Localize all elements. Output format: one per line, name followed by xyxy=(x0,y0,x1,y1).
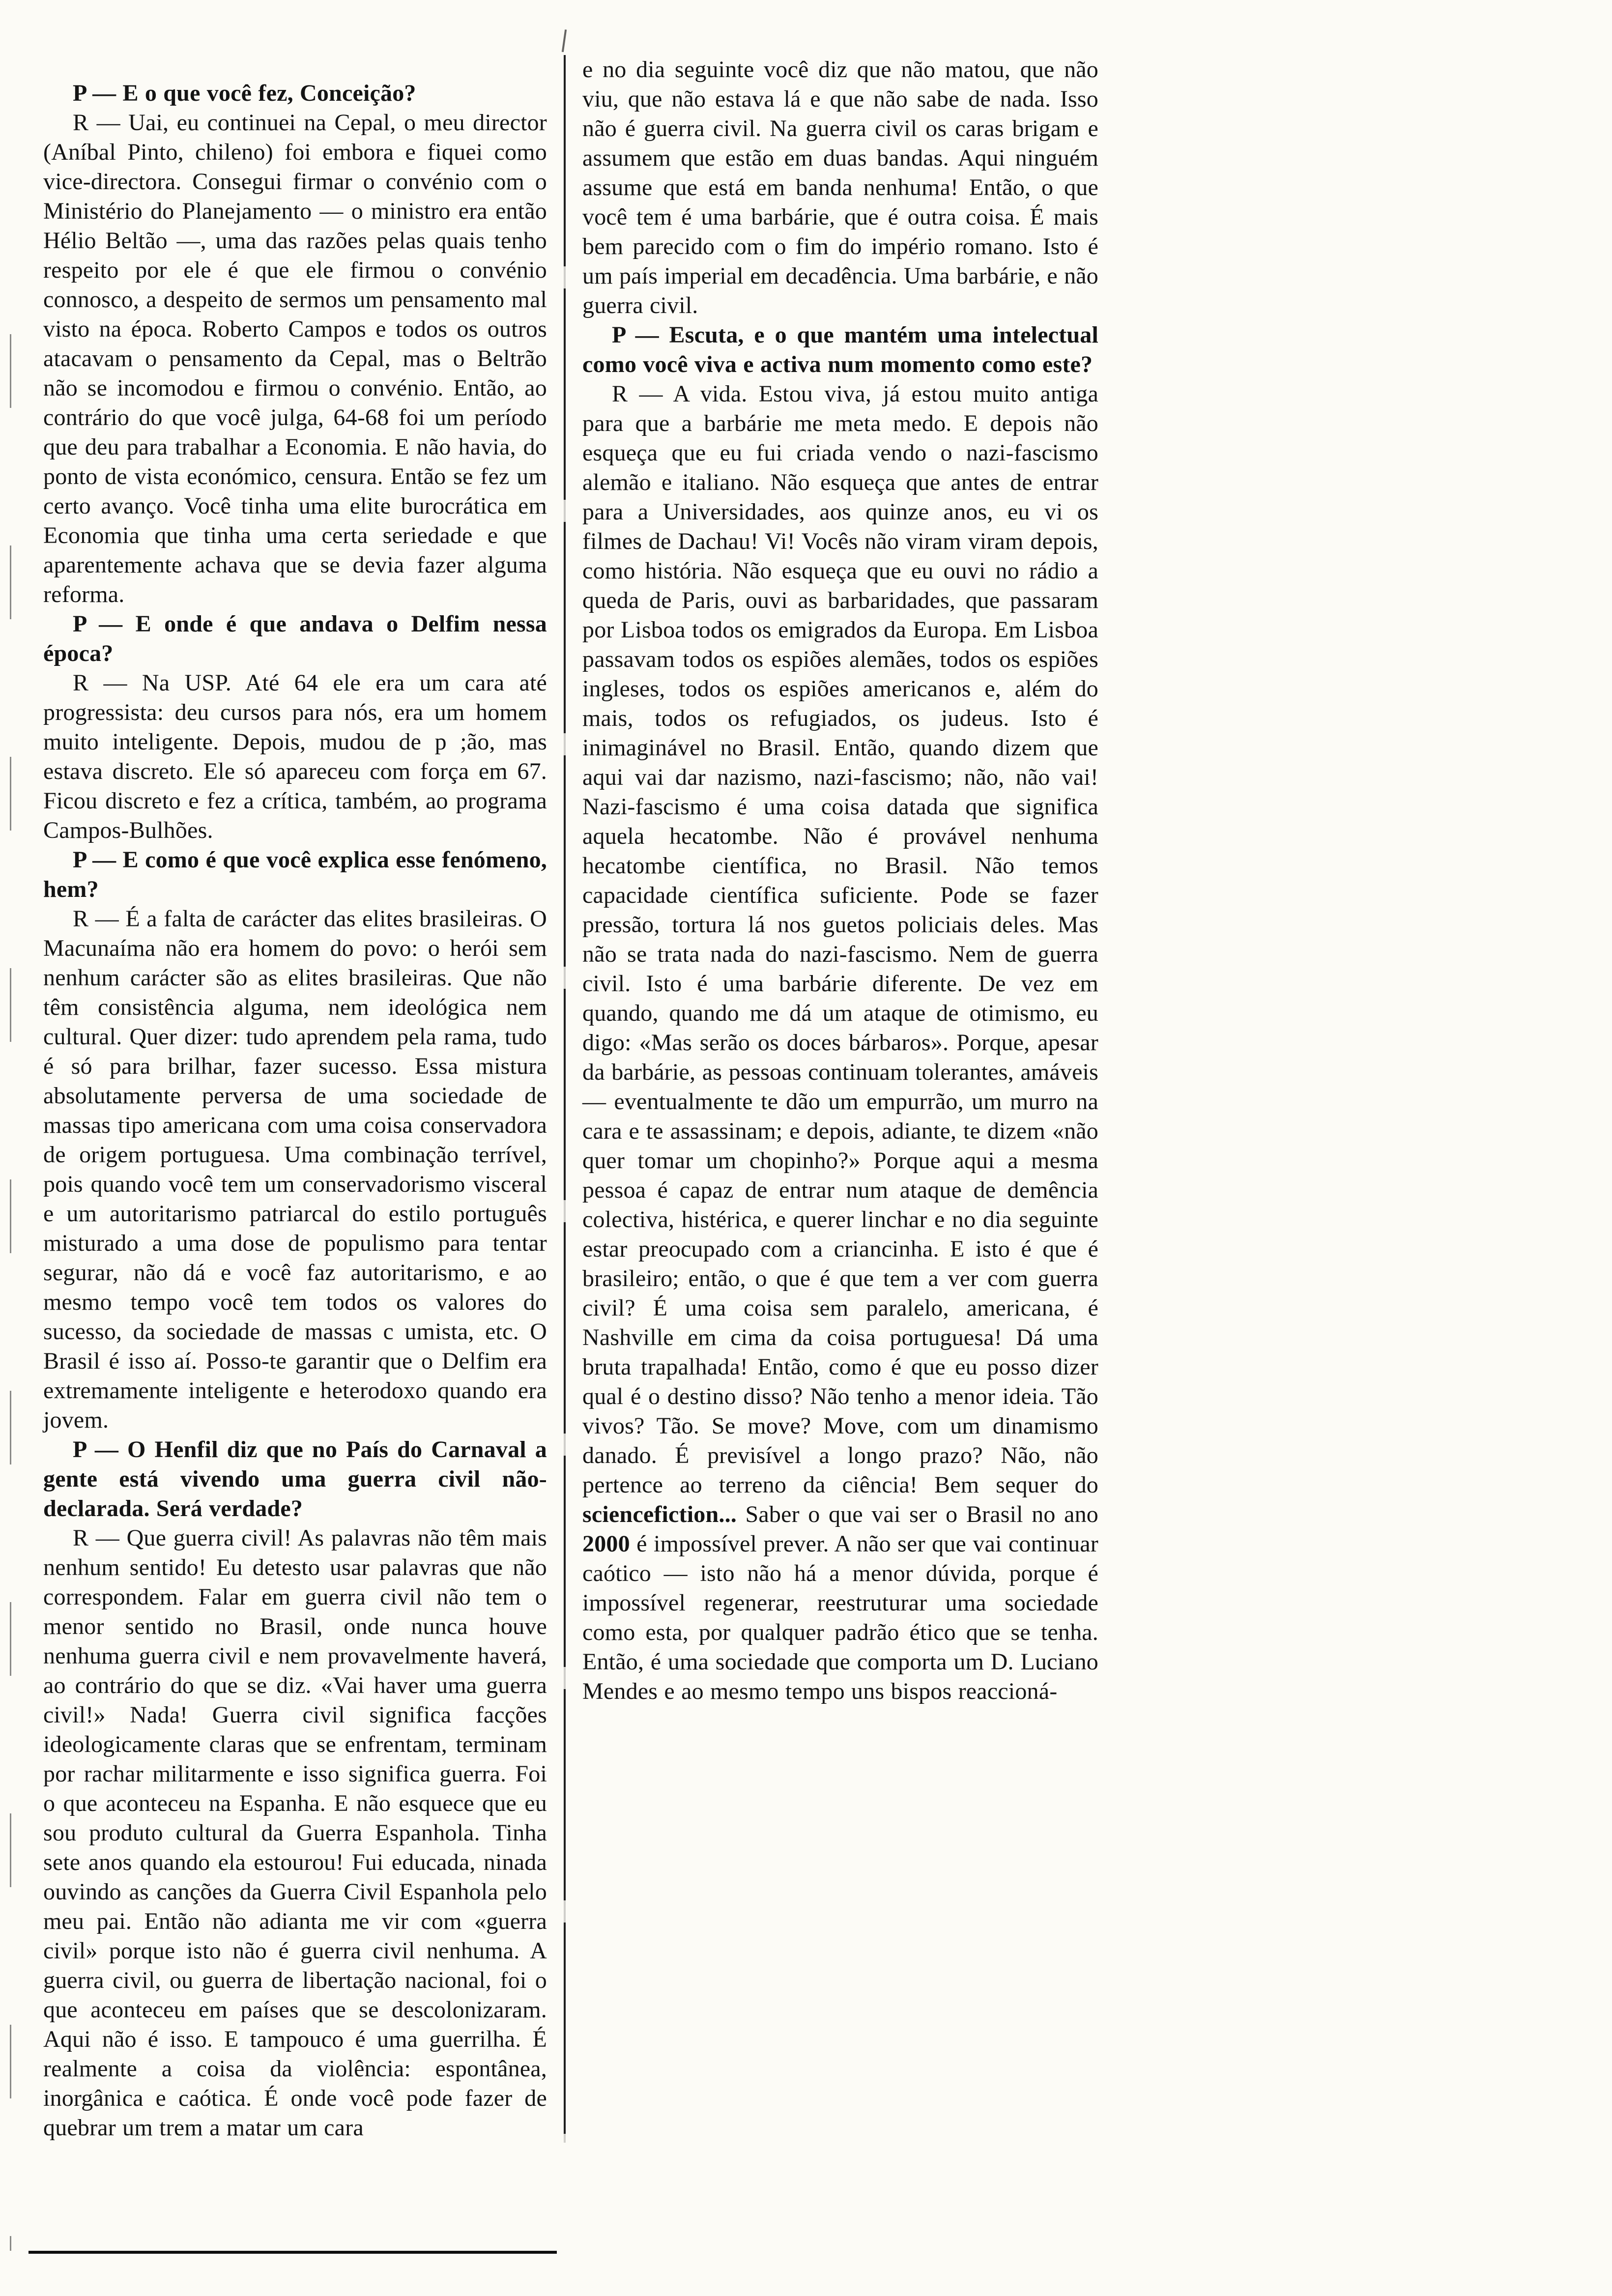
scan-artifact-top xyxy=(562,29,567,52)
interview-question-paragraph: P — O Henfil diz que no País do Carnaval a gente está vivendo uma guerra civil não-declarada. Será verdade? xyxy=(43,1436,547,1521)
article-two-column-layout xyxy=(43,55,1098,2143)
bold-text-run: 2000 xyxy=(582,1531,630,1557)
interview-answer-paragraph: R — Na USP. Até 64 ele era um cara até progressista: deu cursos para nós, era um homem muito inteligente. Depois, mudou de p ;ão, mas estava discreto. Ele só apareceu com força em 67. Ficou discreto e fez a crítica, também, ao programa Campos-Bulhões. xyxy=(43,670,547,843)
bold-text-run: sciencefiction... xyxy=(582,1501,737,1527)
column-divider-rule xyxy=(564,55,566,2143)
interview-answer-paragraph: R — É a falta de carácter das elites brasileiras. O Macunaíma não era homem do povo: o herói sem nenhum carácter são as elites brasileiras. Que não têm consistência alguma, nem ideológica nem cultural. Quer dizer: tudo aprendem pela rama, tudo é só para brilhar, fazer sucesso. Essa mistura absolutamente perversa de uma sociedade de massas tipo americana com uma coisa conservadora de origem portuguesa. Uma combinação terrível, pois quando você tem um conservadorismo visceral e um autoritarismo patriarcal do estilo português misturado a uma dose de populismo para tentar segurar, não dá e você faz autoritarismo, e ao mesmo tempo você tem todos os valores do sucesso, da sociedade de massas c umista, etc. O Brasil é isso aí. Posso-te garantir que o Delfim era extremamente inteligente e heterodoxo quando era jovem. xyxy=(43,906,547,1433)
interview-answer-paragraph: R — A vida. Estou viva, já estou muito antiga para que a barbárie me meta medo. E depois não esqueça que eu fui criada vendo o nazi-fascismo alemão e italiano. Não esqueça que antes de entrar para a Universidades, aos quinze anos, eu vi os filmes de Dachau! Vi! Vocês não viram viram depois, como história. Não esqueça que eu ouvi no rádio a queda de Paris, ouvi as barbaridades, que passaram por Lisboa todos os emigrados da Europa. Em Lisboa passavam todos os espiões alemães, todos os espiões ingleses, todos os espiões americanos e, além do mais, todos os refugiados, os judeus. Isto é inimaginável no Brasil. Então, quando dizem que aqui vai dar nazismo, nazi-fascismo; não, não vai! Nazi-fascismo é uma coisa datada que significa aquela hecatombe. Não é provável nenhuma hecatombe científica, no Brasil. Não temos capacidade científica suficiente. Pode se fazer pressão, tortura lá nos guetos policiais deles. Mas não se trata nada do nazi-fascismo. Nem de guerra civil. Isto é uma barbárie diferente. De vez em quando, quando me dá um ataque de otimismo, eu digo: «Mas serão os doces bárbaros». Porque, apesar da barbárie, as pessoas continuam tolerantes, amáveis — eventualmente te dão um empurrão, um murro na cara e te assassinam; e depois, adiante, te dizem «não quer tomar um chopinho?» Porque aqui a mesma pessoa é capaz de entrar num ataque de demência colectiva, histérica, e querer linchar e no dia seguinte estar preocupado com a criancinha. E isto é que é brasileiro; então, o que é que tem a ver com guerra civil? É uma coisa sem paralelo, americana, é Nashville em cima da coisa portuguesa! Dá uma bruta trapalhada! Então, como é que eu posso dizer qual é o destino disso? Não tenho a menor ideia. Tão vivos? Tão. Se move? Move, com um dinamismo danado. É previsível a longo prazo? Não, não pertence ao terreno da ciência! Bem sequer do sciencefiction... Saber o que vai ser o Brasil no ano 2000 é impossível prever. A não ser que vai continuar caótico — isto não há a menor dúvida, porque é impossível regenerar, reestruturar uma sociedade como esta, por qualquer padrão ético que se tenha. Então, é uma sociedade que comporta um D. Luciano Mendes e ao mesmo tempo uns bispos reaccioná- xyxy=(582,381,1098,1704)
interview-answer-paragraph: e no dia seguinte você diz que não matou, que não viu, que não estava lá e que não sabe de nada. Isso não é guerra civil. Na guerra civil os caras brigam e assumem que estão em duas bandas. Aqui ninguém assume que está em banda nenhuma! Então, o que você tem é uma barbárie, que é outra coisa. É mais bem parecido com o fim do império romano. Isto é um país imperial em decadência. Uma barbárie, e não guerra civil. xyxy=(582,57,1098,318)
interview-answer-paragraph: R — Uai, eu continuei na Cepal, o meu director (Aníbal Pinto, chileno) foi embora e fiquei como vice-directora. Consegui firmar o convénio com o Ministério do Planejamento — o ministro era então Hélio Beltão —, uma das razões pelas quais tenho respeito por ele é que ele firmou o convénio connosco, a despeito de sermos um pensamento mal visto na época. Roberto Campos e todos os outros atacavam o pensamento da Cepal, mas o Beltrão não se incomodou e firmou o convénio. Então, ao contrário do que você julga, 64-68 foi um período que deu para trabalhar a Economia. E não havia, do ponto de vista económico, censura. Então se fez um certo avanço. Você tinha uma elite burocrática em Economia que tinha uma certa seriedade e que aparentemente achava que se devia fazer alguma reforma. xyxy=(43,110,547,607)
right-text-column xyxy=(582,55,1098,2143)
interview-question-paragraph: P — E o que você fez, Conceição? xyxy=(73,80,416,106)
scan-artifact-left-margin xyxy=(10,334,11,2251)
bottom-scan-line xyxy=(29,2251,557,2254)
interview-question-paragraph: P — E como é que você explica esse fenómeno, hem? xyxy=(43,847,547,902)
interview-answer-paragraph: R — Que guerra civil! As palavras não têm mais nenhum sentido! Eu detesto usar palavras que não correspondem. Falar em guerra civil não tem o menor sentido no Brasil, onde nunca houve nenhuma guerra civil e nem provavelmente haverá, ao contrário do que se diz. «Vai haver uma guerra civil!» Nada! Guerra civil significa facções ideologicamente claras que se enfrentam, terminam por rachar militarmente e isso significa guerra. Foi o que aconteceu na Espanha. E não esquece que eu sou produto cultural da Guerra Espanhola. Tinha sete anos quando ela estourou! Fui educada, ninada ouvindo as canções da Guerra Civil Espanhola pelo meu pai. Então não adianta me vir com «guerra civil» porque isto não é guerra civil nenhuma. A guerra civil, ou guerra de libertação nacional, foi o que aconteceu em países que se descolonizaram. Aqui não é isso. E tampouco é uma guerrilha. É realmente a coisa da violência: espontânea, inorgânica e caótica. É onde você pode fazer de quebrar um trem a matar um cara xyxy=(43,1525,547,2141)
left-text-column xyxy=(43,55,547,2143)
interview-question-paragraph: P — Escuta, e o que mantém uma intelectual como você viva e activa num momento como este? xyxy=(582,322,1098,377)
interview-question-paragraph: P — E onde é que andava o Delfim nessa época? xyxy=(43,611,547,666)
